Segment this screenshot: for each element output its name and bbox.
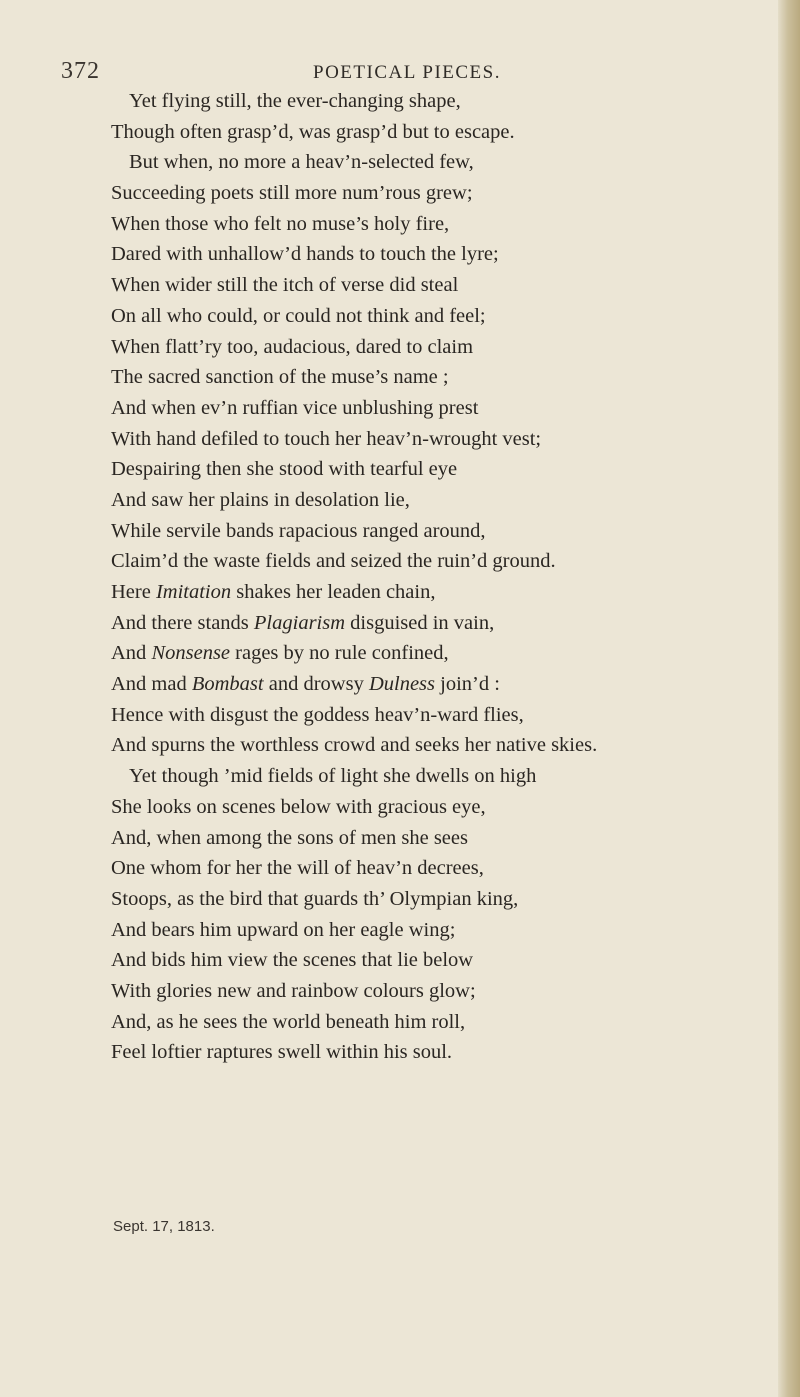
poem-line-text: rages by no rule confined, — [230, 642, 449, 665]
poem-line-text: And, as he sees the world beneath him roll, — [111, 1010, 466, 1033]
poem-line — [111, 393, 771, 424]
poem-line — [111, 853, 771, 884]
poem-line-text: Dared with unhallow’d hands to touch the lyre; — [111, 243, 499, 266]
poem-line-text: And saw her plains in desolation lie, — [111, 488, 410, 511]
poem-line-text: She looks on scenes below with gracious eye, — [111, 795, 486, 818]
poem-line-text: Stoops, as the bird that guards th’ Olympian king, — [111, 887, 519, 910]
poem-line — [111, 485, 771, 516]
poem-line — [111, 239, 771, 270]
poem-line — [111, 700, 771, 731]
poem-line-text: But when, no more a heav’n-selected few, — [129, 151, 474, 174]
poem-date: Sept. 17, 1813. — [113, 1218, 215, 1235]
poem-line — [111, 332, 771, 363]
poem-line — [111, 117, 771, 148]
poem-line — [111, 178, 771, 209]
poem-line-text: When wider still the itch of verse did steal — [111, 274, 459, 297]
poem-line-text: Here — [111, 581, 156, 603]
poem-line — [111, 362, 771, 393]
poem-line — [111, 1037, 771, 1068]
poem-line-text: When those who felt no muse’s holy fire, — [111, 212, 450, 235]
poem-line — [111, 577, 771, 608]
poem-line-text: and drowsy — [263, 673, 369, 696]
poem-line-text: With glories new and rainbow colours glow; — [111, 979, 476, 1002]
poem-line-italic-text: Bombast — [191, 673, 264, 696]
poem-line — [111, 669, 771, 700]
poem-line — [111, 823, 771, 854]
poem-line — [111, 1007, 771, 1038]
poem-line — [111, 792, 771, 823]
poem-line-text: And — [111, 642, 152, 665]
poem-line-text: And bids him view the scenes that lie below — [111, 949, 474, 972]
poem-line-text: And, when among the sons of men she sees — [111, 826, 468, 849]
poem-line — [111, 730, 771, 761]
poem-line — [111, 915, 771, 946]
poem-line-italic-text: Imitation — [155, 581, 232, 603]
poem-line — [111, 424, 771, 455]
poem-line-text: And mad — [111, 673, 192, 696]
poem-line — [111, 86, 771, 117]
poem-line-text: Feel loftier raptures swell within his soul. — [111, 1041, 453, 1064]
page-number: 372 — [61, 58, 100, 84]
poem-line — [111, 147, 771, 178]
poem-line-text: disguised in vain, — [345, 611, 495, 634]
poem-line — [111, 270, 771, 301]
poem-line — [111, 454, 771, 485]
poem-line-text: Though often grasp’d, was grasp’d but to escape. — [111, 120, 515, 143]
poem-line — [111, 608, 771, 639]
poem-line — [111, 546, 771, 577]
poem-line-text: Claim’d the waste fields and seized the ruin’d ground. — [111, 550, 556, 573]
poem-line-text: On all who could, or could not think and feel; — [111, 304, 486, 327]
poem-line-text: With hand defiled to touch her heav’n-wrought vest; — [111, 427, 542, 450]
poem-line-italic-text: Dulness — [368, 673, 436, 696]
poem-line-text: When flatt’ry too, audacious, dared to claim — [111, 335, 474, 358]
running-head: POETICAL PIECES. — [313, 62, 501, 83]
poem-line-text: And bears him upward on her eagle wing; — [111, 918, 456, 941]
poem-line — [111, 209, 771, 240]
poem-line — [111, 945, 771, 976]
poem-line-text: One whom for her the will of heav’n decrees, — [111, 857, 484, 880]
poem-line-text: shakes her leaden chain, — [231, 581, 436, 603]
poem-line-text: And when ev’n ruffian vice unblushing prest — [111, 396, 479, 419]
poem-line-text: Yet though ’mid fields of light she dwells on high — [129, 765, 537, 788]
poem-line-italic-text: Plagiarism — [253, 611, 346, 634]
poem-line-text: And there stands — [111, 611, 254, 634]
poem-line — [111, 516, 771, 547]
poem-line-text: Succeeding poets still more num’rous grew; — [111, 182, 473, 205]
poem-body — [111, 86, 771, 1068]
poem-line-italic-text: Nonsense — [151, 642, 231, 665]
poem-line-text: Hence with disgust the goddess heav’n-ward flies, — [111, 703, 524, 726]
poem-line-text: The sacred sanction of the muse’s name ; — [111, 366, 449, 389]
poem-line — [111, 638, 771, 669]
poem-line-text: While servile bands rapacious ranged around, — [111, 519, 486, 542]
poem-line-text: Despairing then she stood with tearful eye — [111, 458, 458, 481]
poem-line — [111, 884, 771, 915]
poem-line-text: join’d : — [435, 673, 500, 696]
poem-line — [111, 301, 771, 332]
page-edge-shadow — [778, 0, 800, 1397]
poem-line — [111, 976, 771, 1007]
poem-line-text: And spurns the worthless crowd and seeks her native skies. — [111, 734, 598, 757]
poem-line-text: Yet flying still, the ever-changing shape, — [129, 90, 461, 112]
poem-line — [111, 761, 771, 792]
